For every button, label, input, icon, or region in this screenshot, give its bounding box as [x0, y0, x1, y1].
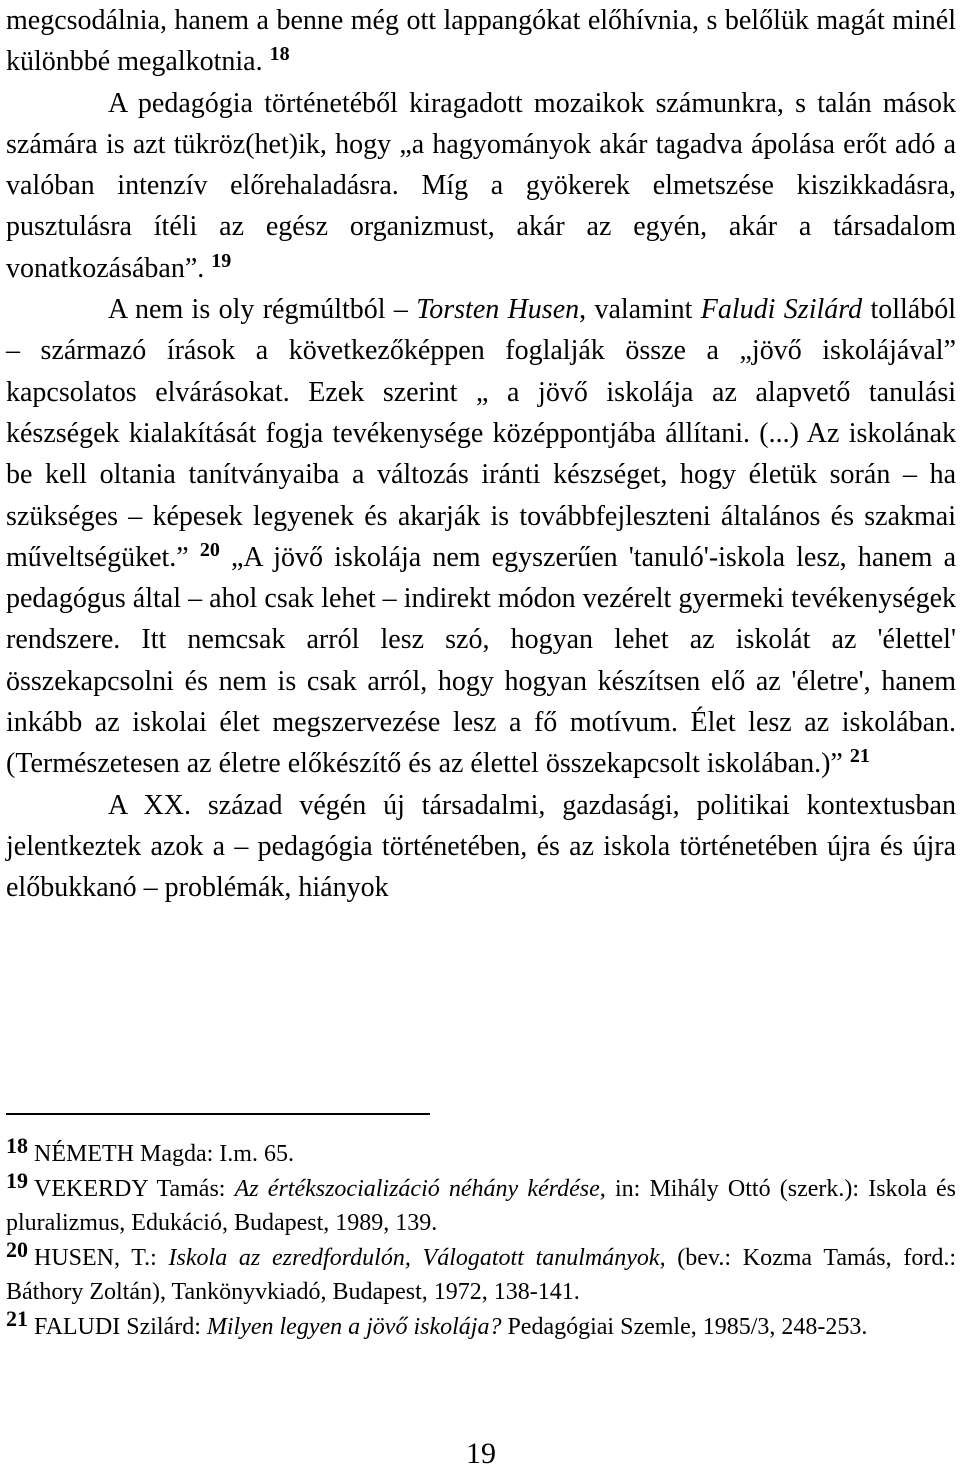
footnote-ref-19: 19	[211, 249, 232, 272]
paragraph-4	[6, 785, 956, 909]
footnote-number: 18	[6, 1133, 28, 1158]
footnote-number: 20	[6, 1236, 28, 1262]
footnote-number: 21	[6, 1305, 28, 1331]
footnote-19	[6, 1167, 957, 1241]
footnote-author: HUSEN, T.:	[34, 1244, 169, 1271]
footnote-ref-21: 21	[849, 745, 870, 768]
author-name-faludi: Faludi Szilárd	[700, 294, 863, 326]
footnote-author: NÉMETH Magda:	[34, 1141, 220, 1167]
paragraph-3-lead: A nem is oly régmúltból –	[108, 294, 417, 326]
footnote-source: (bev.: Kozma Tamás, ford.: Báthory Zoltán), Tankönyvkiadó, Budapest, 1972, 138-141.	[6, 1244, 956, 1305]
footnote-title: Az értékszocializáció néhány kérdése,	[234, 1175, 606, 1202]
paragraph-2-text: A pedagógia történetéből kiragadott mozaikok számunkra, s talán mások számára is azt tükröz(het)ik, hogy „a hagyományok akár tagadva ápolása erőt adó a valóban intenzív előrehaladásra. Míg a gyökerek elmetszése kiszikkadásra, pusztulásra ítéli az egész organizmust, akár az egyén, akár a társadalom vonatkozásában”.	[6, 87, 956, 284]
footnote-source: in: Mihály Ottó (szerk.): Iskola és pluralizmus, Edukáció, Budapest, 1989, 139.	[6, 1175, 957, 1236]
footnote-author: VEKERDY Tamás:	[34, 1175, 235, 1202]
paragraph-1	[6, 0, 956, 83]
footnote-source: Pedagógiai Szemle, 1985/3, 248-253.	[501, 1313, 868, 1340]
footnote-title: Iskola az ezredfordulón, Válogatott tanulmányok,	[168, 1244, 666, 1271]
page-number: 19	[466, 1437, 496, 1470]
footnote-ref-18: 18	[269, 43, 290, 66]
author-name-husen: Torsten Husen	[416, 294, 580, 326]
paragraph-3	[6, 289, 956, 785]
footnote-number: 19	[6, 1167, 28, 1193]
footnote-20	[6, 1236, 956, 1310]
main-text	[6, 0, 956, 909]
footnote-title: Milyen legyen a jövő iskolája?	[206, 1313, 502, 1340]
paragraph-3-connector: , valamint	[579, 294, 701, 326]
paragraph-4-text: A XX. század végén új társadalmi, gazdasági, politikai kontextusban jelentkeztek azok a – pedagógia történetében, és az iskola történetében újra és újra előbukkanó – problémák, hiányok	[6, 789, 956, 904]
footnote-21	[6, 1305, 956, 1345]
footnote-author: FALUDI Szilárd:	[34, 1313, 207, 1340]
footnote-separator	[6, 1113, 430, 1115]
footnote-ref-20: 20	[199, 538, 220, 561]
footnote-18	[6, 1133, 956, 1172]
footnote-source: I.m. 65.	[219, 1141, 294, 1167]
paragraph-1-text: megcsodálnia, hanem a benne még ott lappangókat előhívnia, s belőlük magát minél különbbé megalkotnia.	[6, 5, 956, 78]
footnotes	[6, 1133, 957, 1344]
document-page	[6, 0, 956, 1477]
paragraph-3-quote-1: tollából – származó írások a következőképpen foglalják össze a „jövő iskolájával” kapcsolatos elvárásokat. Ezek szerint „ a jövő iskolája az alapvető tanulási készségek kialakítását fogja tevékenysége középpontjába állítani. (...) Az iskolának be kell oltania tanítványaiba a változás iránti készséget, hogy életük során – ha szükséges – képesek legyenek és akarják is továbbfejleszteni általános és szakmai műveltségüket.”	[6, 294, 957, 573]
paragraph-3-quote-2: „A jövő iskolája nem egyszerűen 'tanuló'-iskola lesz, hanem a pedagógus által – ahol csak lehet – indirekt módon vezérelt gyermeki tevékenységek rendszere. Itt nemcsak arról lesz szó, hogyan lehet az iskolát az 'élettel' összekapcsolni és nem is csak arról, hogy hogyan készítsen elő az 'életre', hanem inkább az iskolai élet megszervezése lesz a fő motívum. Élet lesz az iskolában. (Természetesen az életre előkészítő és az élettel összekapcsolt iskolában.)”	[6, 541, 957, 780]
paragraph-2	[6, 83, 956, 289]
